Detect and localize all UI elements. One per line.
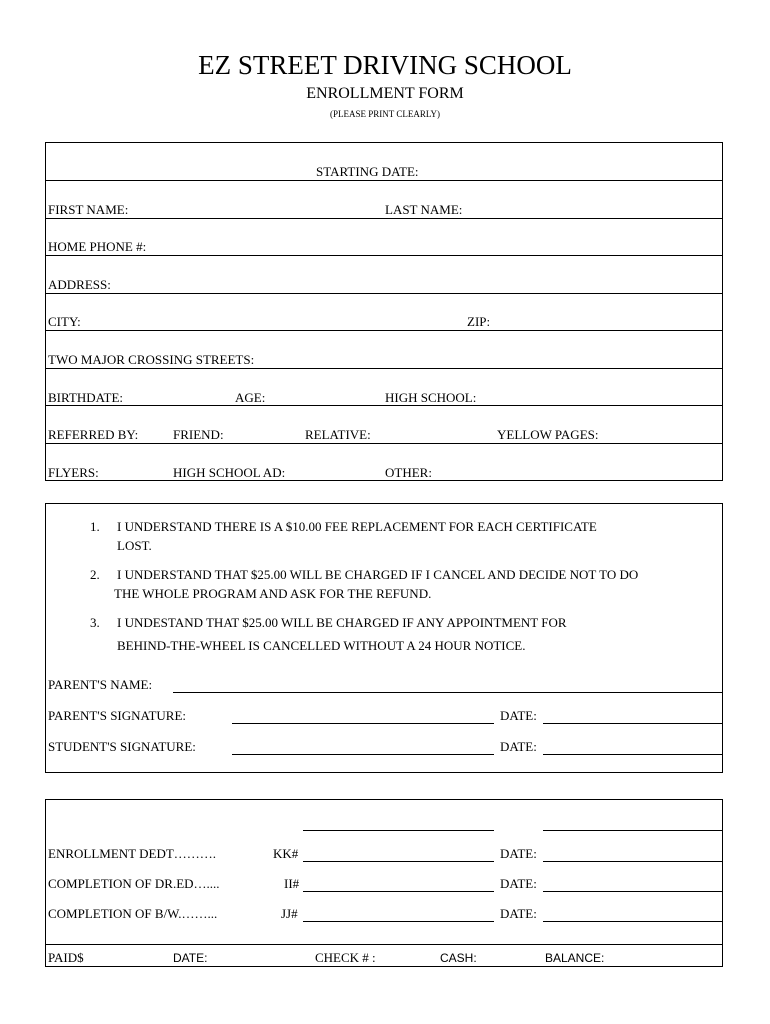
home-phone-label: HOME PHONE #: [48, 239, 147, 254]
parent-signature-line[interactable] [232, 723, 494, 724]
student-info-section [45, 142, 723, 481]
referred-by-label: REFERRED BY: [48, 427, 139, 442]
relative-label: RELATIVE: [305, 427, 371, 442]
row-divider [45, 255, 723, 256]
ii-label: II# [284, 876, 300, 891]
print-clearly-note: (PLEASE PRINT CLEARLY) [330, 109, 440, 119]
agreement-item-number: 2. [90, 567, 100, 582]
high-school-label: HIGH SCHOOL: [385, 390, 477, 405]
parent-signature-label: PARENT'S SIGNATURE: [48, 708, 187, 723]
row-divider [45, 368, 723, 369]
agreement-item-text: BEHIND-THE-WHEEL IS CANCELLED WITHOUT A 24 HOUR NOTICE. [117, 638, 526, 653]
ii-line[interactable] [303, 891, 494, 892]
agreement-item-number: 1. [90, 519, 100, 534]
agreement-item-text: I UNDESTAND THAT $25.00 WILL BE CHARGED IF ANY APPOINTMENT FOR [117, 615, 567, 630]
blank-line[interactable] [303, 830, 494, 831]
row-divider [45, 405, 723, 406]
student-date-label: DATE: [500, 739, 537, 754]
first-name-label: FIRST NAME: [48, 202, 129, 217]
parent-date-label: DATE: [500, 708, 537, 723]
enrollment-dept-label: ENROLLMENT DEDT………. [48, 846, 217, 861]
last-name-label: LAST NAME: [385, 202, 463, 217]
agreement-item-text: I UNDERSTAND THAT $25.00 WILL BE CHARGED IF I CANCEL AND DECIDE NOT TO DO [117, 567, 639, 582]
jj-line[interactable] [303, 921, 494, 922]
crossing-streets-label: TWO MAJOR CROSSING STREETS: [48, 352, 255, 367]
kk-date-label: DATE: [500, 846, 537, 861]
other-label: OTHER: [385, 465, 432, 480]
completion-dred-label: COMPLETION OF DR.ED….... [48, 876, 220, 891]
parent-name-line[interactable] [173, 692, 723, 693]
row-divider [45, 330, 723, 331]
zip-label: ZIP: [467, 314, 491, 329]
agreement-item-text: I UNDERSTAND THERE IS A $10.00 FEE REPLACEMENT FOR EACH CERTIFICATE [117, 519, 597, 534]
starting-date-label: STARTING DATE: [316, 164, 419, 179]
yellow-pages-label: YELLOW PAGES: [497, 427, 599, 442]
flyers-label: FLYERS: [48, 465, 99, 480]
balance-label: BALANCE: [545, 951, 605, 965]
jj-date-label: DATE: [500, 906, 537, 921]
row-divider [45, 218, 723, 219]
cash-label: CASH: [440, 951, 477, 965]
student-date-line[interactable] [543, 754, 723, 755]
paid-date-label: DATE: [173, 951, 208, 965]
paid-label: PAID$ [48, 950, 84, 965]
agreement-item-text: LOST. [117, 538, 152, 553]
check-number-label: CHECK # : [315, 950, 376, 965]
form-subtitle: ENROLLMENT FORM [306, 85, 464, 102]
age-label: AGE: [235, 390, 266, 405]
city-label: CITY: [48, 314, 81, 329]
kk-label: KK# [273, 846, 299, 861]
high-school-ad-label: HIGH SCHOOL AD: [173, 465, 286, 480]
kk-line[interactable] [303, 861, 494, 862]
birthdate-label: BIRTHDATE: [48, 390, 124, 405]
row-divider [45, 180, 723, 181]
blank-date-line[interactable] [543, 830, 723, 831]
agreement-item-text: THE WHOLE PROGRAM AND ASK FOR THE REFUND. [114, 586, 432, 601]
student-signature-line[interactable] [232, 754, 494, 755]
ii-date-label: DATE: [500, 876, 537, 891]
completion-bw-label: COMPLETION OF B/W.……... [48, 906, 218, 921]
parent-date-line[interactable] [543, 723, 723, 724]
row-divider [45, 293, 723, 294]
agreement-item-number: 3. [90, 615, 100, 630]
student-signature-label: STUDENT'S SIGNATURE: [48, 739, 196, 754]
jj-date-line[interactable] [543, 921, 723, 922]
address-label: ADDRESS: [48, 277, 111, 292]
parent-name-label: PARENT'S NAME: [48, 677, 153, 692]
ii-date-line[interactable] [543, 891, 723, 892]
row-divider [45, 944, 723, 945]
jj-label: JJ# [281, 906, 298, 921]
row-divider [45, 443, 723, 444]
form-title: EZ STREET DRIVING SCHOOL [198, 50, 572, 80]
kk-date-line[interactable] [543, 861, 723, 862]
friend-label: FRIEND: [173, 427, 224, 442]
